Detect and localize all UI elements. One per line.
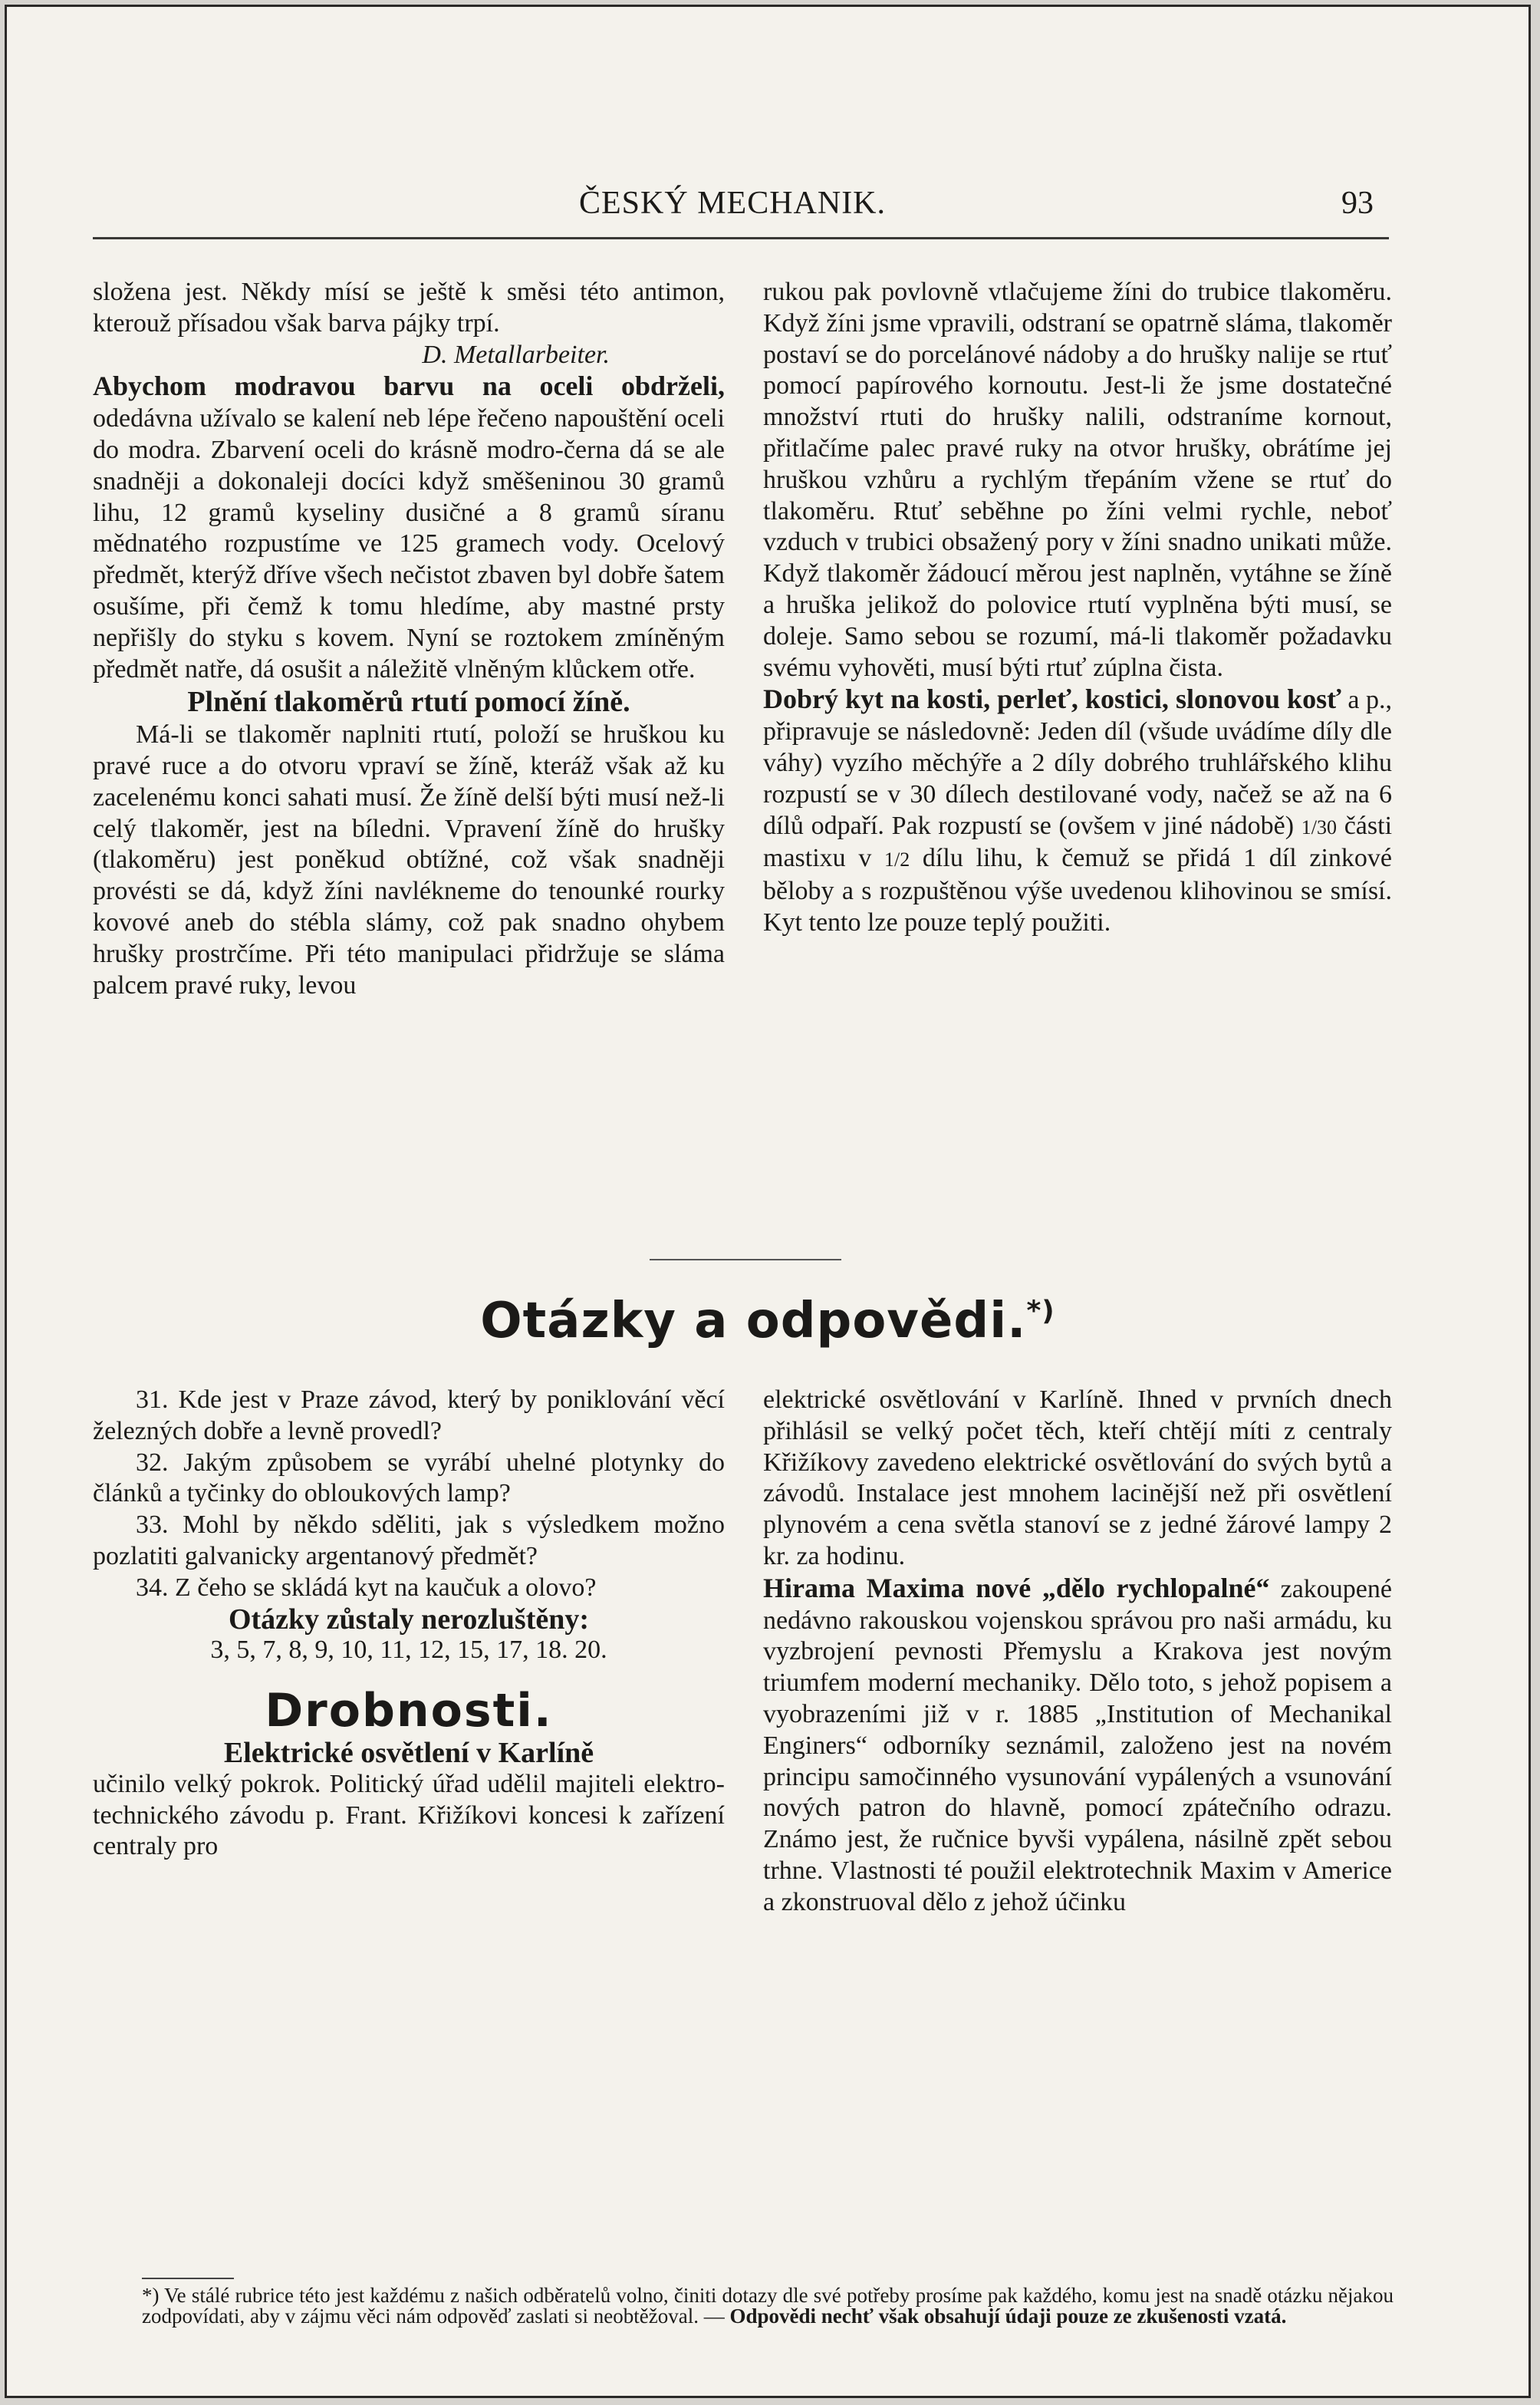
footnote-text: *) Ve stálé rubrice této jest každému z našich odběratelů volno, činiti dotazy dle své potřeby prosíme pak každého, komu jest na snadě otázku nějakou zodpovídati, aby v zájmu věci nám odpověď zaslati si neobtěžoval. — — [142, 2284, 1394, 2328]
article-heading: Elektrické osvětlení v Karlíně — [223, 1736, 594, 1769]
fraction: 1/30 — [1301, 815, 1338, 838]
footnote — [142, 2285, 1394, 2327]
footnote-bold-text: Odpovědi nechť však obsahují údaji pouze ze zkušenosti vzatá. — [729, 2305, 1287, 2328]
article-heading: Hirama Maxima nové „dělo rychlopalné“ — [763, 1572, 1270, 1603]
column-right-top — [763, 277, 1392, 939]
question-33: 33. Mohl by někdo sděliti, jak s výsledkem možno pozlatiti galvanicky argentanový předmět? — [93, 1511, 725, 1570]
page-header — [7, 185, 1528, 231]
footnote-marker: *) — [1026, 1295, 1055, 1327]
question-31: 31. Kde jest v Praze závod, který by poniklování věcí železných dobře a levně provedl? — [93, 1385, 725, 1445]
article-heading: Dobrý kyt na kosti, perleť, kostici, slonovou kosť — [763, 684, 1341, 715]
article-text: části mastixu v — [763, 811, 1393, 873]
question-34: 34. Z čeho se skládá kyt na kaučuk a olovo? — [136, 1573, 597, 1602]
column-left-bottom — [93, 1385, 725, 1863]
paragraph: elektrické osvětlování v Karlíně. Ihned v prvních dnech přihlásil se velký počet těch, kteří chtějí míti z centraly Křižíkovy zavedeno elektrické osvětlování do svých bytů a závodů. Instalace jest mnohem lacinější než při osvětlení plynovém a cena světla stanoví se z jedné žárové lampy 2 kr. za hodinu. — [763, 1385, 1392, 1570]
unsolved-heading: Otázky zůstaly nerozluštěny: — [228, 1603, 590, 1636]
section-divider — [650, 1259, 841, 1260]
unsolved-list: 3, 5, 7, 8, 9, 10, 11, 12, 15, 17, 18. 20. — [210, 1636, 607, 1665]
article-text: a p., připravuje se následovně: Jeden díl (všude uvádíme díly dle váhy) vyzího měchýře a 2 díly dobrého truhlářského klihu rozpustí se v 30 dílech destilované vody, načež se až na 6 dílů odpaří. Pak rozpustí se (ovšem v jiné nádobě) — [763, 686, 1393, 840]
page-number: 93 — [1341, 186, 1374, 221]
running-title: ČESKÝ MECHANIK. — [579, 186, 887, 221]
section-heading — [7, 1293, 1528, 1349]
article-paragraph — [763, 684, 1392, 938]
article-paragraph — [93, 371, 725, 685]
column-left-top — [93, 277, 725, 1001]
section-title: Otázky a odpovědi. — [480, 1293, 1027, 1349]
question-32: 32. Jakým způsobem se vyrábí uhelné plotynky do článků a tyčinky do obloukových lamp? — [93, 1448, 725, 1508]
article-paragraph — [763, 1573, 1392, 1919]
drobnosti-heading: Drobnosti. — [265, 1684, 553, 1738]
fraction: 1/2 — [884, 848, 910, 871]
article-text: dílu lihu, k čemuž se přidá 1 díl zinkové běloby a s rozpuštěnou výše uvedenou klihovinou se smísí. Kyt tento lze pouze teplý použiti. — [763, 844, 1392, 937]
paragraph: složena jest. Někdy mísí se ještě k směsi této antimon, kterouž přísadou však barva pájky trpí. — [93, 278, 725, 338]
header-rule — [93, 237, 1389, 239]
footnote-rule — [142, 2278, 234, 2279]
article-heading: Plnění tlakoměrů rtutí pomocí žíně. — [187, 686, 630, 719]
article-text: zakoupené nedávno rakouskou vojenskou správou pro naši armádu, ku vyzbrojení pevnosti Přemyslu a Krakova jest novým triumfem moderní mechaniky. Dělo toto, s jehož popisem a vyobrazeními již v r. 1885 „Institution of Mechanikal Enginers“ odborníky seznámil, založeno jest na novém principu samočinného vysunování vypálených a vsunování nových patron do hlavně, pomocí zpátečního odrazu. Známo jest, že ručnice byvši vypálena, násilně zpět sebou trhne. Vlastnosti té použil elektrotechnik Maxim v Americe a zkonstruoval dělo z jehož účinku — [763, 1574, 1392, 1916]
paragraph: rukou pak povlovně vtlačujeme žíni do trubice tlakoměru. Když žíni jsme vpravili, odstraní se opatrně sláma, tlakoměr postaví se do porcelánové nádoby a do hrušky nalije se rtuť pomocí papírového kornoutu. Jest-li že jsme dostatečné množství rtuti do hrušky nalili, odstraníme kornout, přitlačíme palec pravé ruky na otvor hrušky, obrátíme jej hruškou vzhůru a rychlým třepáním vžene se rtuť do tlakoměru. Rtuť seběhne po žíni velmi rychle, neboť vzduch v trubici obsažený pory v žíni snadno unikati může. Když tlakoměr žádoucí měrou jest naplněn, vytáhne se žíně a hruška jelikož do polovice rtutí vyplněna býti musí, se doleje. Samo sebou se rozumí, má-li tlakoměr požadavku svému vyhověti, musí býti rtuť zúplna čista. — [763, 278, 1392, 682]
page — [5, 5, 1531, 2398]
source-signature: D. Metallarbeiter. — [422, 340, 610, 369]
article-text: odedávna užívalo se kalení neb lépe řečeno napouštění oceli do modra. Zbarvení oceli do krásně modro-černa dá se ale snadněji a dokonaleji docíci když směšeninou 30 gramů lihu, 12 gramů kyseliny dusičné a 8 gramů síranu mědnatého rozpustíme ve 125 gramech vody. Ocelový předmět, kterýž dříve všech nečistot zbaven byl dobře šatem osušíme, při čemž k tomu hledíme, aby mastné prsty nepřišly do styku s kovem. Nyní se roztokem zmíněným předmět natře, dá osušit a náležitě vlněným klůckem otře. — [93, 404, 725, 684]
paragraph: Má-li se tlakoměr naplniti rtutí, položí se hruškou ku pravé ruce a do otvoru vpraví se žíně, kteráž však až ku zacelenému konci sahati musí. Že žíně delší býti musí než-li celý tlakoměr, jest na bíledni. Vpravení žíně do hrušky (tlakoměru) jest poněkud obtížné, což však snadněji provésti se dá, když žíni navlékneme do tenounké rourky kovové aneb do stébla slámy, což pak snadno ohybem hrušky prostrčíme. Při této manipulaci přidržuje se sláma palcem pravé ruky, levou — [93, 720, 725, 1000]
article-heading: Abychom modravou barvu na oceli obdrželi, — [93, 371, 725, 402]
column-right-bottom — [763, 1385, 1392, 1919]
paragraph: učinilo velký pokrok. Politický úřad udělil majiteli elektro-technického závodu p. Frant. Křižíkovi koncesi k zařízení centraly pro — [93, 1769, 725, 1861]
